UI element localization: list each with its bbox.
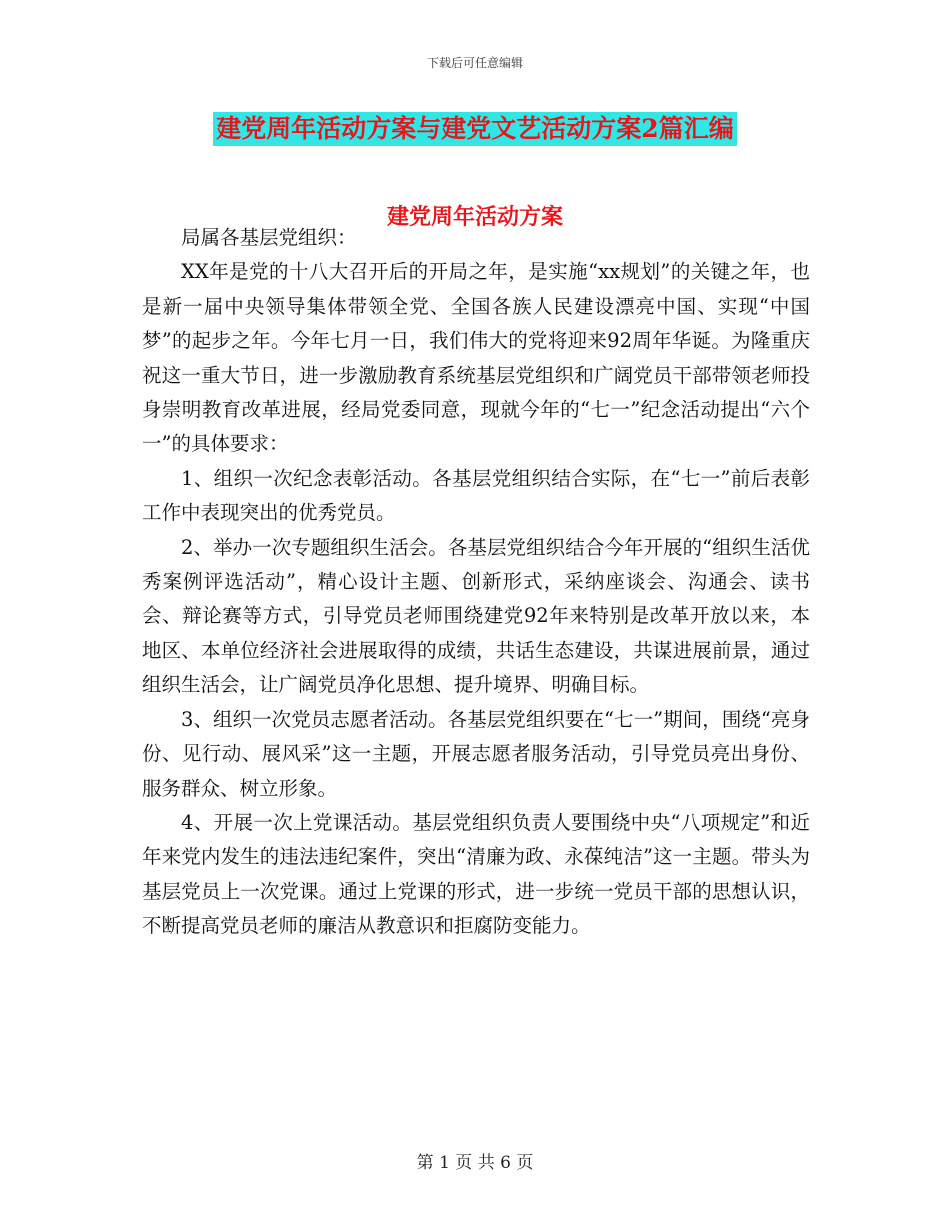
paragraph-item-3: 3、组织一次党员志愿者活动。各基层党组织要在“七一”期间，围绕“亮身份、见行动、展风采”这一主题，开展志愿者服务活动，引导党员亮出身份、服务群众、树立形象。 [142,707,810,800]
main-title-container [0,112,950,146]
paragraph-intro: XX年是党的十八大召开后的开局之年，是实施“xx规划”的关键之年，也是新一届中央领导集体带领全党、全国各族人民建设漂亮中国、实现“中国梦”的起步之年。今年七月一日，我们伟大的党将迎来92周年华诞。为隆重庆祝这一重大节日，进一步激励教育系统基层党组织和广阔党员干部带领老师投身崇明教育改革进展，经局党委同意，现就今年的“七一”纪念活动提出“六个一”的具体要求： [142,260,810,456]
document-body [142,221,810,944]
salutation: 局属各基层党组织： [181,226,357,249]
paragraph-item-1: 1、组织一次纪念表彰活动。各基层党组织结合实际，在“七一”前后表彰工作中表现突出的优秀党员。 [142,466,810,525]
paragraph-item-2: 2、举办一次专题组织生活会。各基层党组织结合今年开展的“组织生活优秀案例评选活动”，精心设计主题、创新形式，采纳座谈会、沟通会、读书会、辩论赛等方式，引导党员老师围绕建党92年来特别是改革开放以来，本地区、本单位经济社会进展取得的成绩，共话生态建设，共谋进展前景，通过组织生活会，让广阔党员净化思想、提升境界、明确目标。 [142,535,810,697]
document-main-title: 建党周年活动方案与建党文艺活动方案2篇汇编 [213,112,736,146]
paragraph-item-4: 4、开展一次上党课活动。基层党组织负责人要围绕中央“八项规定”和近年来党内发生的违法违纪案件，突出“清廉为政、永葆纯洁”这一主题。带头为基层党员上一次党课。通过上党课的形式，进一步统一党员干部的思想认识，不断提高党员老师的廉洁从教意识和拒腐防变能力。 [142,810,810,938]
page-footer: 第 1 页 共 6 页 [416,1153,534,1173]
section-title: 建党周年活动方案 [386,204,563,230]
header-note: 下载后可任意编辑 [426,56,523,70]
